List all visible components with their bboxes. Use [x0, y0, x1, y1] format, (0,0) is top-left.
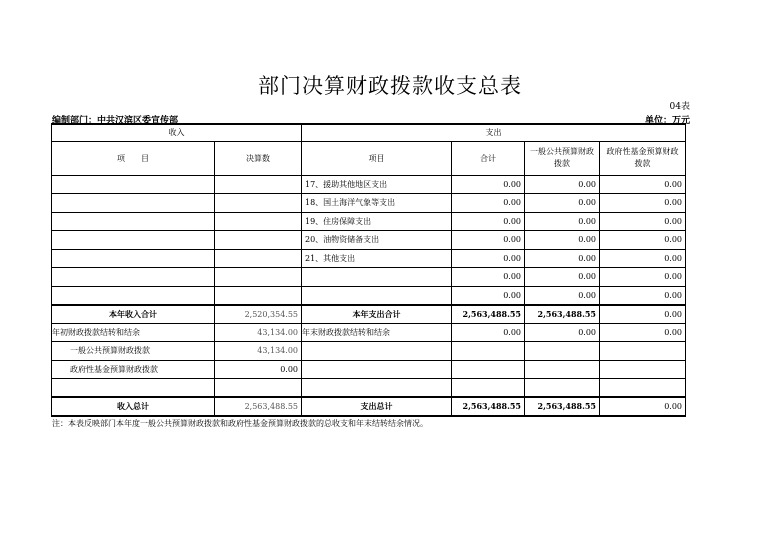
- total-cell: 0.00: [452, 249, 525, 268]
- ending-balance-total: 0.00: [452, 323, 525, 342]
- total-cell: 0.00: [452, 268, 525, 287]
- total-cell: 0.00: [452, 212, 525, 231]
- fund-cell: 0.00: [600, 231, 686, 250]
- income-item-cell: [52, 175, 215, 194]
- empty-cell: [600, 360, 686, 379]
- income-item-cell: [52, 249, 215, 268]
- header-row-sub: [52, 141, 686, 175]
- table-row: [52, 175, 686, 194]
- table-row: [52, 212, 686, 231]
- sub-general-label: 一般公共预算财政拨款: [52, 342, 215, 361]
- expense-item-cell: 19、住房保障支出: [302, 212, 452, 231]
- sub-fund-value: 0.00: [215, 360, 302, 379]
- empty-cell: [452, 379, 525, 398]
- total-cell: 0.00: [452, 286, 525, 305]
- income-amount-cell: [215, 249, 302, 268]
- income-item-cell: [52, 268, 215, 287]
- empty-cell: [525, 379, 600, 398]
- page-title: 部门决算财政拨款收支总表: [258, 74, 522, 98]
- empty-cell: [302, 360, 452, 379]
- total-cell: 0.00: [452, 231, 525, 250]
- expense-item-cell: [302, 286, 452, 305]
- expense-item-cell: 21、其他支出: [302, 249, 452, 268]
- budget-table: [51, 123, 686, 417]
- beginning-balance-value: 43,134.00: [215, 323, 302, 342]
- empty-cell: [215, 379, 302, 398]
- income-amount-cell: [215, 268, 302, 287]
- grand-total-row: [52, 397, 686, 416]
- total-header: 合计: [452, 141, 525, 175]
- income-amount-cell: [215, 212, 302, 231]
- general-cell: 0.00: [525, 249, 600, 268]
- gov-fund-header: 政府性基金预算财政拨款: [600, 141, 686, 175]
- general-cell: 0.00: [525, 194, 600, 213]
- fund-cell: 0.00: [600, 175, 686, 194]
- table-row: [52, 379, 686, 398]
- empty-cell: [302, 342, 452, 361]
- sub-fund-label: 政府性基金预算财政拨款: [52, 360, 215, 379]
- expense-grand-total-value: 2,563,488.55: [452, 397, 525, 416]
- expense-item-cell: 17、援助其他地区支出: [302, 175, 452, 194]
- ending-balance-label: 年末财政拨款结转和结余: [302, 323, 452, 342]
- empty-cell: [302, 379, 452, 398]
- empty-cell: [52, 379, 215, 398]
- general-cell: 0.00: [525, 231, 600, 250]
- sub-general-value: 43,134.00: [215, 342, 302, 361]
- income-item-cell: [52, 231, 215, 250]
- fund-cell: 0.00: [600, 249, 686, 268]
- organization-label: 编制部门：中共汉滨区委宣传部: [52, 116, 179, 126]
- table-number: 04表: [669, 102, 690, 112]
- empty-cell: [452, 360, 525, 379]
- sub-general-row: [52, 342, 686, 361]
- income-amount-cell: [215, 194, 302, 213]
- income-item-cell: [52, 194, 215, 213]
- footnote: 注：本表反映部门本年度一般公共预算财政拨款和政府性基金预算财政拨款的总收支和年末结转结余情况。: [52, 419, 428, 428]
- fund-cell: 0.00: [600, 268, 686, 287]
- expense-item-cell: [302, 268, 452, 287]
- expense-grand-total-label: 支出总计: [302, 397, 452, 416]
- empty-cell: [600, 342, 686, 361]
- fund-cell: 0.00: [600, 212, 686, 231]
- general-grand-total-value: 2,563,488.55: [525, 397, 600, 416]
- fund-cell: 0.00: [600, 286, 686, 305]
- fund-grand-total-value: 0.00: [600, 397, 686, 416]
- sub-fund-row: [52, 360, 686, 379]
- income-header: 收入: [52, 124, 302, 141]
- year-fund-total-value: 0.00: [600, 305, 686, 324]
- income-item-cell: [52, 286, 215, 305]
- income-item-cell: [52, 212, 215, 231]
- general-budget-header: 一般公共预算财政拨款: [525, 141, 600, 175]
- year-total-row: [52, 305, 686, 324]
- table-row: [52, 268, 686, 287]
- total-cell: 0.00: [452, 175, 525, 194]
- table-row: [52, 194, 686, 213]
- income-amount-header: 决算数: [215, 141, 302, 175]
- year-general-total-value: 2,563,488.55: [525, 305, 600, 324]
- income-amount-cell: [215, 175, 302, 194]
- income-amount-cell: [215, 286, 302, 305]
- empty-cell: [452, 342, 525, 361]
- general-cell: 0.00: [525, 268, 600, 287]
- empty-cell: [525, 360, 600, 379]
- empty-cell: [600, 379, 686, 398]
- expense-header: 支出: [302, 124, 686, 141]
- expense-item-cell: 20、油物资储备支出: [302, 231, 452, 250]
- beginning-balance-label: 年初财政拨款结转和结余: [52, 323, 215, 342]
- table-row: [52, 249, 686, 268]
- income-grand-total-label: 收入总计: [52, 397, 215, 416]
- general-cell: 0.00: [525, 286, 600, 305]
- ending-balance-fund: 0.00: [600, 323, 686, 342]
- income-amount-cell: [215, 231, 302, 250]
- general-cell: 0.00: [525, 212, 600, 231]
- year-income-total-value: 2,520,354.55: [215, 305, 302, 324]
- year-income-total-label: 本年收入合计: [52, 305, 215, 324]
- year-expense-total-label: 本年支出合计: [302, 305, 452, 324]
- total-cell: 0.00: [452, 194, 525, 213]
- header-row-main: [52, 124, 686, 141]
- unit-label: 单位：万元: [644, 116, 690, 126]
- empty-cell: [525, 342, 600, 361]
- income-grand-total-value: 2,563,488.55: [215, 397, 302, 416]
- expense-item-cell: 18、国土海洋气象等支出: [302, 194, 452, 213]
- general-cell: 0.00: [525, 175, 600, 194]
- carry-row: [52, 323, 686, 342]
- fund-cell: 0.00: [600, 194, 686, 213]
- table-row: [52, 286, 686, 305]
- year-expense-total-value: 2,563,488.55: [452, 305, 525, 324]
- table-row: [52, 231, 686, 250]
- expense-item-header: 项目: [302, 141, 452, 175]
- ending-balance-general: 0.00: [525, 323, 600, 342]
- income-item-header: 项 目: [52, 141, 215, 175]
